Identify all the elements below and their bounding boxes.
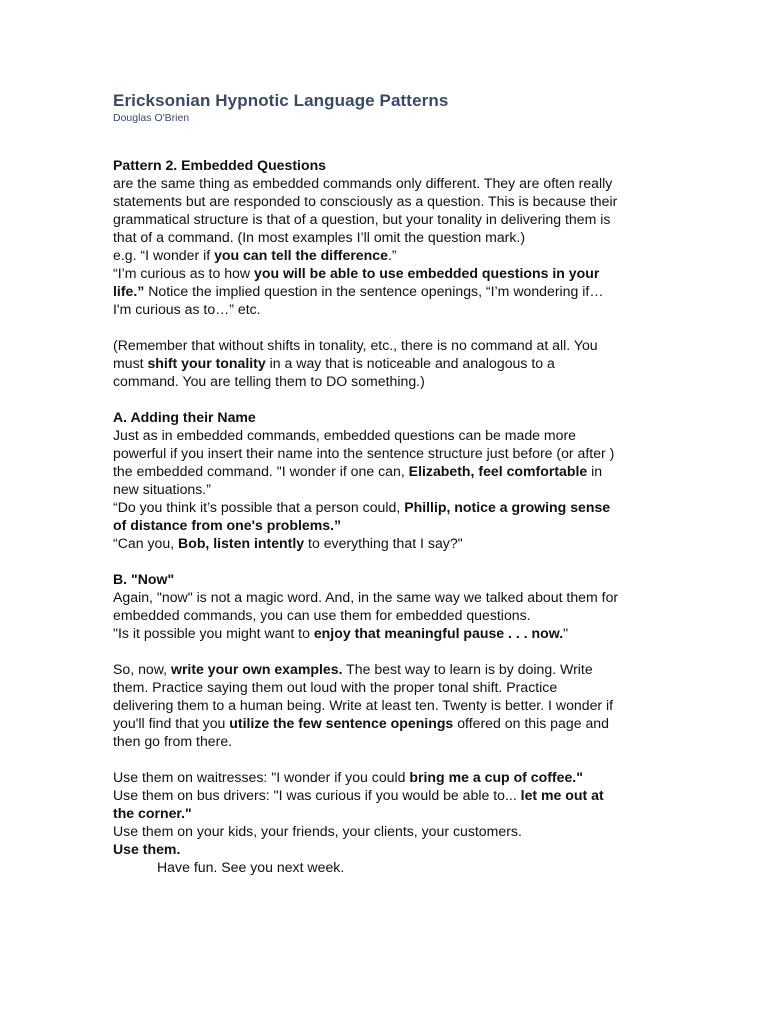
body-line: them. Practice saying them out loud with the proper tonal shift. Practice [113, 679, 558, 695]
example-line: “Can you, Bob, listen intently to everything that I say?" [113, 535, 463, 551]
section-a-heading: A. Adding their Name [113, 409, 256, 425]
body-line: Use them on your kids, your friends, your clients, your customers. [113, 823, 522, 839]
example-line: e.g. “I wonder if you can tell the difference.” [113, 247, 397, 263]
body-line: Use them on waitresses: "I wonder if you could bring me a cup of coffee." [113, 769, 583, 785]
body-line: delivering them to a human being. Write at least ten. Twenty is better. I wonder if [113, 697, 614, 713]
section-a [113, 408, 661, 552]
example-line: life.” Notice the implied question in the sentence openings, “I’m wondering if… [113, 283, 604, 299]
body-line: Again, "now" is not a magic word. And, in the same way we talked about them for [113, 589, 619, 605]
body-line: are the same thing as embedded commands only different. They are often really [113, 175, 613, 191]
body-line: Just as in embedded commands, embedded questions can be made more [113, 427, 577, 443]
body-line: the corner." [113, 805, 192, 821]
body-line: (Remember that without shifts in tonality, etc., there is no command at all. You [113, 337, 598, 353]
pattern-section [113, 156, 661, 318]
body-line: then go from there. [113, 733, 233, 749]
body-line: the embedded command. "I wonder if one can, Elizabeth, feel comfortable in [113, 463, 603, 479]
body-line: command. You are telling them to DO something.) [113, 373, 425, 389]
closing-line: Have fun. See you next week. [157, 859, 345, 875]
body-line: statements but are responded to consciously as a question. This is because their [113, 193, 618, 209]
example-line: "Is it possible you might want to enjoy that meaningful pause . . . now." [113, 625, 569, 641]
section-b [113, 570, 661, 642]
body-line: must shift your tonality in a way that is noticeable and analogous to a [113, 355, 555, 371]
pattern-heading: Pattern 2. Embedded Questions [113, 157, 327, 173]
body-line: you'll find that you utilize the few sentence openings offered on this page and [113, 715, 609, 731]
body-line: Use them. [113, 841, 181, 857]
examples-section [113, 660, 661, 750]
body-line: embedded commands, you can use them for embedded questions. [113, 607, 531, 623]
example-line: “I’m curious as to how you will be able to use embedded questions in your [113, 265, 600, 281]
body-line: grammatical structure is that of a question, but your tonality in delivering them is [113, 211, 611, 227]
document-author: Douglas O'Brien [113, 112, 190, 124]
example-line: of distance from one's problems.” [113, 517, 342, 533]
body-line: new situations.” [113, 481, 211, 497]
body-line: So, now, write your own examples. The best way to learn is by doing. Write [113, 661, 593, 677]
document-page [113, 90, 661, 876]
example-line: “Do you think it’s possible that a person could, Phillip, notice a growing sense [113, 499, 611, 515]
document-title: Ericksonian Hypnotic Language Patterns [113, 91, 449, 110]
example-line: I'm curious as to…” etc. [113, 301, 261, 317]
usage-section [113, 768, 661, 876]
body-line: that of a command. (In most examples I’ll omit the question mark.) [113, 229, 526, 245]
body-line: Use them on bus drivers: "I was curious if you would be able to... let me out at [113, 787, 604, 803]
body-line: powerful if you insert their name into the sentence structure just before (or after ) [113, 445, 615, 461]
remember-section [113, 336, 661, 390]
section-b-heading: B. "Now" [113, 571, 175, 587]
